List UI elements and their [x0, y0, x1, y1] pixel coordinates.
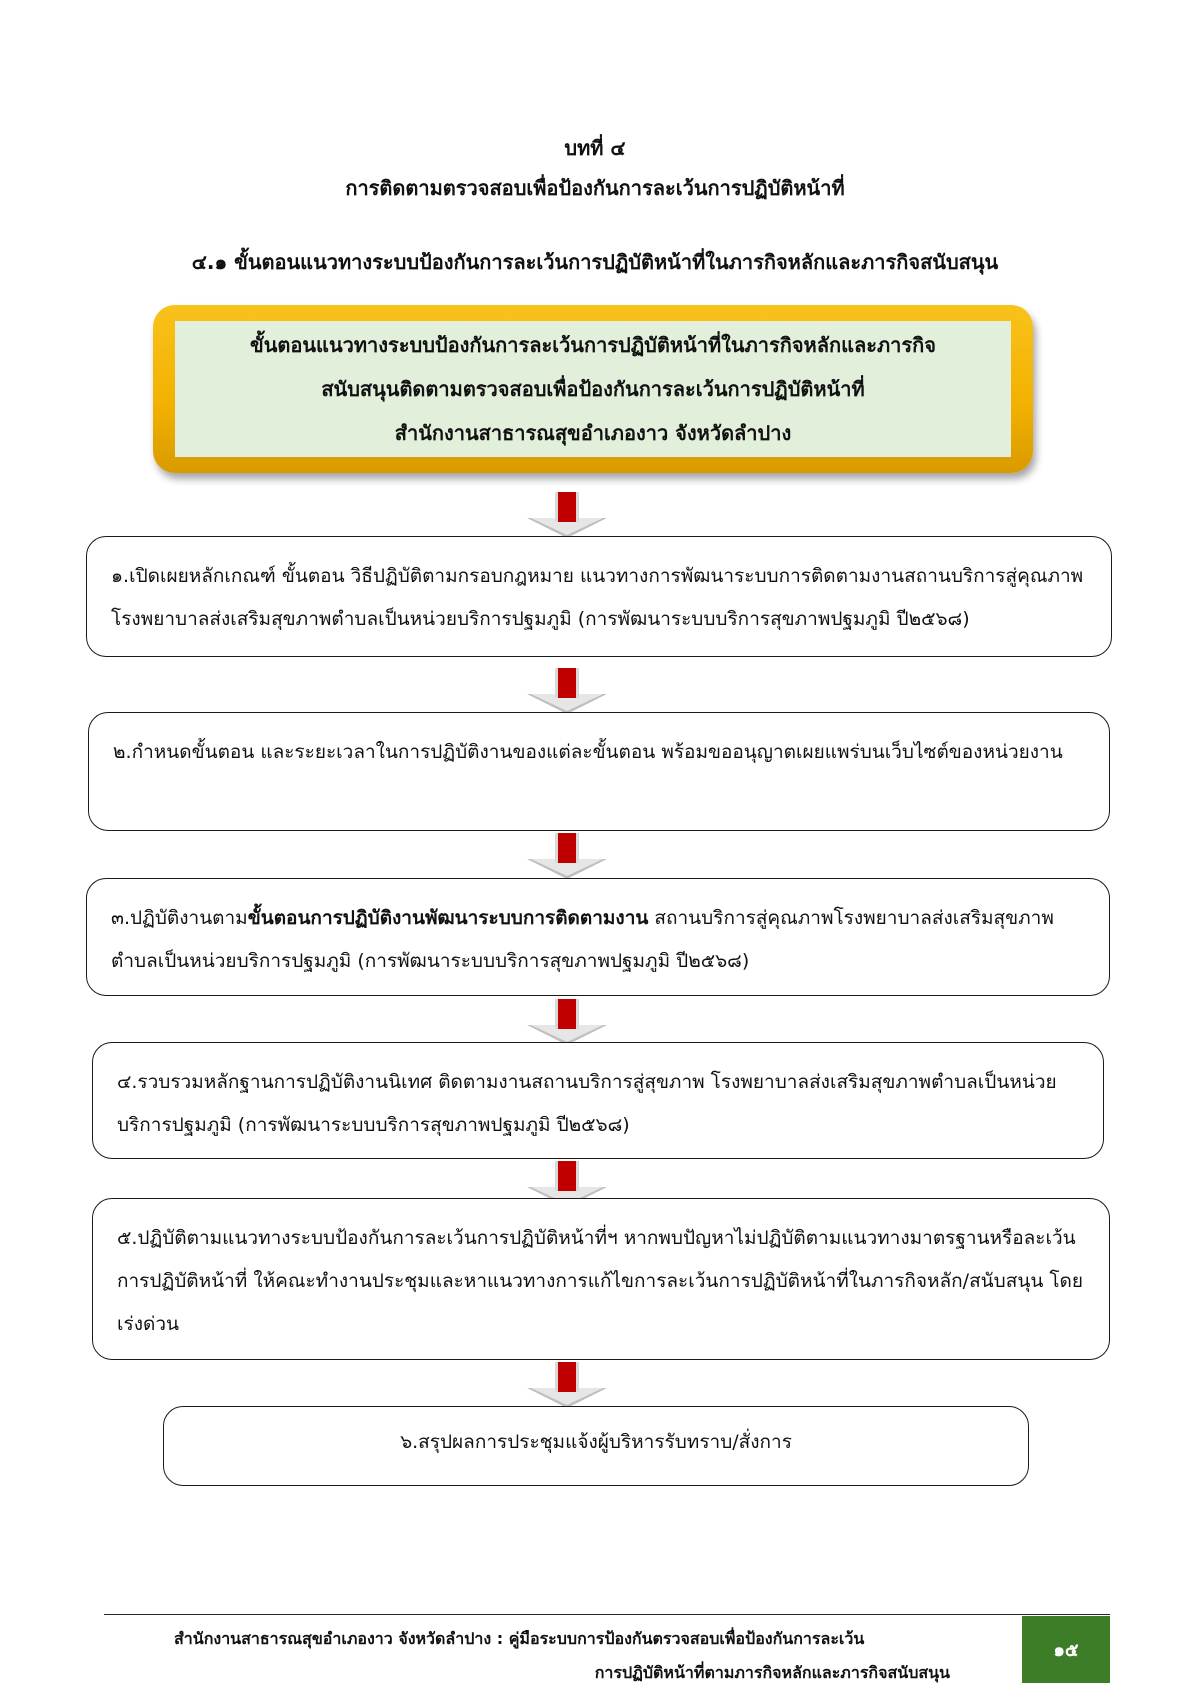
- step-1-text: ๑.เปิดเผยหลักเกณฑ์ ขั้นตอน วิธีปฏิบัติตามกรอบกฎหมาย แนวทางการพัฒนาระบบการติดตามงานสถานบริการสู่คุณภาพ โรงพยาบาลส่งเสริมสุขภาพตำบลเป็นหน่วยบริการปฐมภูมิ (การพัฒนาระบบบริการสุขภาพปฐมภูมิ ปี๒๕๖๘): [111, 565, 1084, 630]
- banner-text-panel: [175, 321, 1011, 457]
- step-3-text-prefix: ๓.ปฏิบัติงานตาม: [111, 907, 248, 929]
- step-3-text-bold: ขั้นตอนการปฏิบัติงานพัฒนาระบบการติดตามงาน: [247, 907, 649, 929]
- step-4-text: ๔.รวบรวมหลักฐานการปฏิบัติงานนิเทศ ติดตามงานสถานบริการสู่สุขภาพ โรงพยาบาลส่งเสริมสุขภาพตำบลเป็นหน่วยบริการปฐมภูมิ (การพัฒนาระบบบริการสุขภาพปฐมภูมิ ปี๒๕๖๘): [117, 1071, 1057, 1136]
- step-5-box: [92, 1198, 1110, 1360]
- down-arrow-icon: [527, 1362, 607, 1408]
- section-title: ๔.๑ ขั้นตอนแนวทางระบบป้องกันการละเว้นการปฏิบัติหน้าที่ในภารกิจหลักและภารกิจสนับสนุน: [191, 250, 999, 274]
- down-arrow-icon: [527, 999, 607, 1045]
- down-arrow-icon: [527, 833, 607, 879]
- step-2-text: ๒.กำหนดขั้นตอน และระยะเวลาในการปฏิบัติงานของแต่ละขั้นตอน พร้อมขออนุญาตเผยแพร่บนเว็บไซต์ของหน่วยงาน: [113, 741, 1063, 763]
- down-arrow-icon: [527, 492, 607, 538]
- down-arrow-icon: [527, 668, 607, 714]
- step-4-box: [92, 1042, 1104, 1159]
- step-1-box: [86, 536, 1112, 657]
- banner-line-1: ขั้นตอนแนวทางระบบป้องกันการละเว้นการปฏิบัติหน้าที่ในภารกิจหลักและภารกิจ: [250, 333, 936, 357]
- step-6-text: ๖.สรุปผลการประชุมแจ้งผู้บริหารรับทราบ/สั่งการ: [400, 1431, 792, 1453]
- page-number-badge: ๑๕: [1022, 1616, 1110, 1683]
- step-2-box: [88, 712, 1110, 831]
- footer-line-2: การปฏิบัติหน้าที่ตามภารกิจหลักและภารกิจสนับสนุน: [594, 1663, 950, 1682]
- banner-line-3: สำนักงานสาธารณสุขอำเภองาว จังหวัดลำปาง: [394, 421, 792, 445]
- step-3-text-suffix: สถานบริการสู่คุณภาพโรงพยาบาลส่งเสริมสุขภาพตำบลเป็นหน่วยบริการปฐมภูมิ (การพัฒนาระบบบริการสุขภาพปฐมภูมิ ปี๒๕๖๘): [111, 907, 1054, 972]
- flowchart-title-banner: [153, 305, 1033, 473]
- step-6-box: [163, 1406, 1029, 1486]
- chapter-title: การติดตามตรวจสอบเพื่อป้องกันการละเว้นการปฏิบัติหน้าที่: [345, 176, 845, 200]
- footer-divider: [104, 1614, 1110, 1615]
- chapter-heading: บทที่ ๔: [564, 136, 626, 160]
- footer-line-1: สำนักงานสาธารณสุขอำเภองาว จังหวัดลำปาง : คู่มือระบบการป้องกันตรวจสอบเพื่อป้องกันการละเว้น: [174, 1629, 865, 1648]
- banner-line-2: สนับสนุนติดตามตรวจสอบเพื่อป้องกันการละเว้นการปฏิบัติหน้าที่: [321, 377, 865, 401]
- step-3-box: [86, 878, 1110, 996]
- footer-text: [120, 1622, 950, 1690]
- step-5-text: ๕.ปฏิบัติตามแนวทางระบบป้องกันการละเว้นการปฏิบัติหน้าที่ฯ หากพบปัญหาไม่ปฏิบัติตามแนวทางมาตรฐานหรือละเว้นการปฏิบัติหน้าที่ ให้คณะทำงานประชุมและหาแนวทางการแก้ไขการละเว้นการปฏิบัติหน้าที่ในภารกิจหลัก/สนับสนุน โดยเร่งด่วน: [117, 1227, 1084, 1335]
